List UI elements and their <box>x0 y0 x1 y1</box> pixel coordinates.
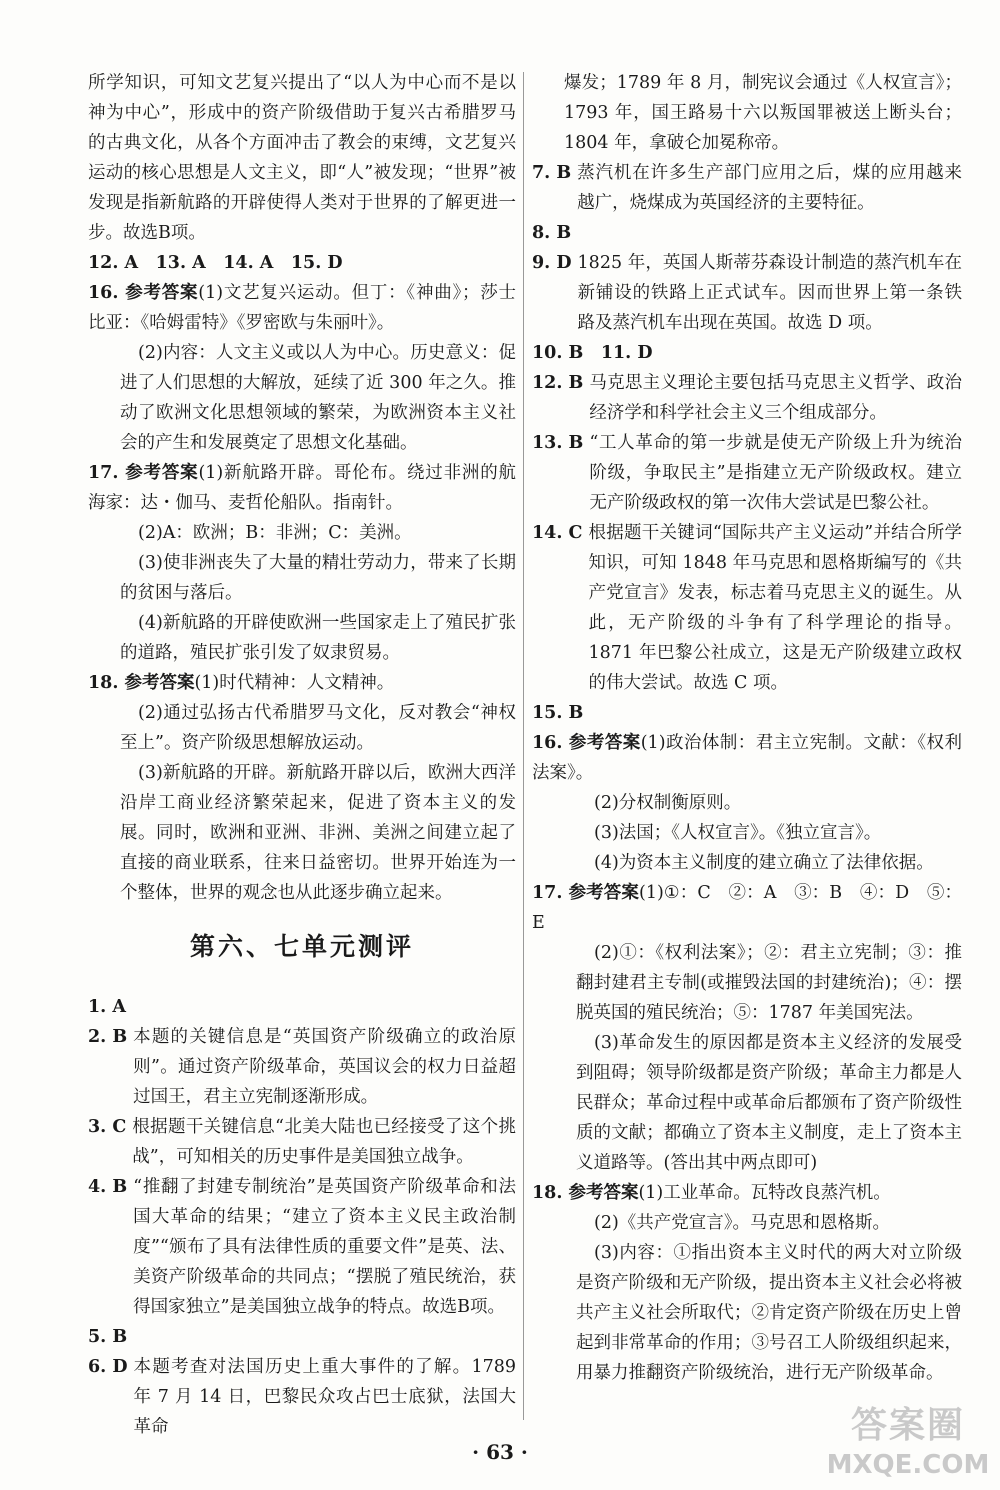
answer-key: 8. B <box>532 223 572 243</box>
explanation <box>132 992 516 1022</box>
answer-text: (1)文艺复兴运动。但丁：《神曲》；莎士比亚：《哈姆雷特》《罗密欧与朱丽叶》。 <box>88 283 516 333</box>
answer-part: (2)内容：人文主义或以人为中心。历史意义：促进了人们思想的大解放，延续了近 300 年之久。推动了欧洲文化思想领域的繁荣，为欧洲资本主义社会的产生和发展奠定了思想文化基础。 <box>120 343 516 453</box>
answer-key: 15. B <box>532 703 584 723</box>
answer-part: (3)革命发生的原因都是资本主义经济的发展受到阻碍；领导阶级都是资产阶级；革命主力都是人民群众；革命过程中或革命后都颁布了资产阶级性质的文献；都确立了资本主义制度，走上了资本主义道路等。(答出其中两点即可) <box>576 1033 962 1173</box>
question-number: 17. <box>88 463 119 483</box>
explanation: 本题的关键信息是“英国资产阶级确立的政治原则”。通过资产阶级革命，英国议会的权力日益超过国王，君主立宪制逐渐形成。 <box>133 1027 516 1107</box>
answer-text: (1)①：C ②：A ③：B ④：D ⑤：E <box>532 883 962 933</box>
answer-part: (2)A：欧洲；B：非洲；C：美洲。 <box>138 523 412 543</box>
answer-5 <box>88 1322 516 1352</box>
answer-2 <box>88 1022 516 1112</box>
explanation: 蒸汽机在许多生产部门应用之后，煤的应用越来越广，烧煤成为英国经济的主要特征。 <box>577 163 962 213</box>
reference-answer-label: 参考答案 <box>124 673 195 693</box>
answer-key: 7. B <box>532 163 572 183</box>
answer-16 <box>88 278 516 458</box>
answer-part: (2)分权制衡原则。 <box>594 793 742 813</box>
answer-6 <box>88 1352 516 1442</box>
left-column <box>88 68 516 1442</box>
answers-12-15: 12. A 13. A 14. A 15. D <box>88 253 343 273</box>
question-number: 18. <box>532 1183 563 1203</box>
answer-part: (3)使非洲丧失了大量的精壮劳动力，带来了长期的贫困与落后。 <box>120 553 516 603</box>
column-divider <box>523 72 524 1420</box>
answer-13 <box>532 428 962 518</box>
section-heading: 第六、七单元测评 <box>189 932 414 961</box>
explanation <box>589 698 962 728</box>
answer-key: 13. B <box>532 433 584 453</box>
answer-part: (3)新航路的开辟。新航路开辟以后，欧洲大西洋沿岸工商业经济繁荣起来，促进了资本主义的发展。同时，欧洲和亚洲、非洲、美洲之间建立起了直接的商业联系，往来日益密切。世界开始连为一个整体，世界的观念也从此逐步确立起来。 <box>120 763 516 903</box>
explanation: “推翻了封建专制统治”是英国资产阶级革命和法国大革命的结果；“建立了资本主义民主政治制度”“颁布了具有法律性质的重要文件”是英、法、美资产阶级革命的共同点；“摆脱了殖民统治，获得国家独立”是美国独立战争的特点。故选B项。 <box>133 1177 516 1317</box>
answer-12 <box>532 368 962 428</box>
answer-key: 4. B <box>88 1177 128 1197</box>
page-number: · 63 · <box>472 1440 528 1464</box>
answer-18 <box>88 668 516 908</box>
right-column <box>532 68 962 1388</box>
reference-answer-label: 参考答案 <box>124 463 199 483</box>
explanation: 本题考查对法国历史上重大事件的了解。1789 年 7 月 14 日，巴黎民众攻占巴士底狱，法国大革命 <box>133 1357 516 1437</box>
answer-part: (2)通过弘扬古代希腊罗马文化，反对教会“神权至上”。资产阶级思想解放运动。 <box>120 703 516 753</box>
explanation: “工人革命的第一步就是使无产阶级上升为统治阶级，争取民主”是指建立无产阶级政权。建立无产阶级政权的第一次伟大尝试是巴黎公社。 <box>589 433 962 513</box>
watermark-logo <box>822 1402 994 1488</box>
answer-9 <box>532 248 962 338</box>
question-number: 16. <box>88 283 119 303</box>
answer-text: (1)政治体制：君主立宪制。文献：《权利法案》。 <box>532 733 962 783</box>
explanation <box>577 218 962 248</box>
answer-key: 5. B <box>88 1327 128 1347</box>
answer-part: (3)内容：①指出资本主义时代的两大对立阶级是资产阶级和无产阶级，提出资本主义社会必将被共产主义社会所取代；②肯定资产阶级在历史上曾起到非常革命的作用；③号召工人阶级组织起来，用暴力推翻资产阶级统治，进行无产阶级革命。 <box>576 1243 962 1383</box>
question-number: 16. <box>532 733 563 753</box>
watermark-text: 答案圈 <box>850 1405 965 1446</box>
answer-key: 14. C <box>532 523 583 543</box>
answer-text: (1)时代精神：人文精神。 <box>194 673 395 693</box>
explanation: 根据题干关键词“国际共产主义运动”并结合所学知识，可知 1848 年马克思和恩格斯编写的《共产党宣言》发表，标志着马克思主义的诞生。从此，无产阶级的斗争有了科学理论的指导。1871 年巴黎公社成立，这是无产阶级建立政权的伟大尝试。故选 C 项。 <box>588 523 962 693</box>
reference-answer-label: 参考答案 <box>568 883 640 903</box>
answer-8 <box>532 218 962 248</box>
answer-3 <box>88 1112 516 1172</box>
answers-10-11: 10. B 11. D <box>532 343 653 363</box>
answer-part: (2)《共产党宣言》。马克思和恩格斯。 <box>594 1213 891 1233</box>
answer-part: (3)法国；《人权宣言》。《独立宣言》。 <box>594 823 882 843</box>
answer-key: 9. D <box>532 253 572 273</box>
answer-11-continuation: 所学知识，可知文艺复兴提出了“以人为中心而不是以神为中心”，形成中的资产阶级借助于复兴古希腊罗马的古典文化，从各个方面冲击了教会的束缚，文艺复兴运动的核心思想是人文主义，即“人”被发现；“世界”被发现是指新航路的开辟使得人类对于世界的了解更进一步。故选B项。 <box>88 73 516 243</box>
answer-4 <box>88 1172 516 1322</box>
answer-7 <box>532 158 962 218</box>
reference-answer-label: 参考答案 <box>568 733 641 753</box>
answer-text: (1)工业革命。瓦特改良蒸汽机。 <box>638 1183 891 1203</box>
answer-15 <box>532 698 962 728</box>
answer-18 <box>532 1178 962 1388</box>
answer-key: 2. B <box>88 1027 128 1047</box>
question-number: 18. <box>88 673 119 693</box>
explanation: 1825 年，英国人斯蒂芬森设计制造的蒸汽机车在新铺设的铁路上正式试车。因而世界上第一条铁路及蒸汽机车出现在英国。故选 D 项。 <box>577 253 962 333</box>
answer-key: 6. D <box>88 1357 128 1377</box>
answer-key: 12. B <box>532 373 584 393</box>
answer-16 <box>532 728 962 878</box>
answer-part: (2)①：《权利法案》；②：君主立宪制；③：推翻封建君主专制(或摧毁法国的封建统治)；④：摆脱英国的殖民统治；⑤：1787 年美国宪法。 <box>576 943 962 1023</box>
answer-part: (4)新航路的开辟使欧洲一些国家走上了殖民扩张的道路，殖民扩张引发了奴隶贸易。 <box>120 613 516 663</box>
question-number: 17. <box>532 883 563 903</box>
reference-answer-label: 参考答案 <box>568 1183 639 1203</box>
answer-6-continuation: 爆发；1789 年 8 月，制宪议会通过《人权宣言》；1793 年，国王路易十六以叛国罪被送上断头台；1804 年，拿破仑加冕称帝。 <box>564 73 962 153</box>
explanation: 马克思主义理论主要包括马克思主义哲学、政治经济学和科学社会主义三个组成部分。 <box>589 373 962 423</box>
answer-text: (1)新航路开辟。哥伦布。绕过非洲的航海家：达・伽马、麦哲伦船队。指南针。 <box>88 463 517 513</box>
answer-1 <box>88 992 516 1022</box>
answer-key: 3. C <box>88 1117 127 1137</box>
answer-key: 1. A <box>88 997 126 1017</box>
answer-part: (4)为资本主义制度的建立确立了法律依据。 <box>594 853 934 873</box>
answer-17 <box>532 878 962 1178</box>
watermark-url: MXQE.COM <box>826 1450 990 1480</box>
explanation <box>133 1322 516 1352</box>
explanation: 根据题干关键信息“北美大陆也已经接受了这个挑战”，可知相关的历史事件是美国独立战争。 <box>132 1117 516 1167</box>
answer-17 <box>88 458 516 668</box>
reference-answer-label: 参考答案 <box>124 283 199 303</box>
answer-14 <box>532 518 962 698</box>
